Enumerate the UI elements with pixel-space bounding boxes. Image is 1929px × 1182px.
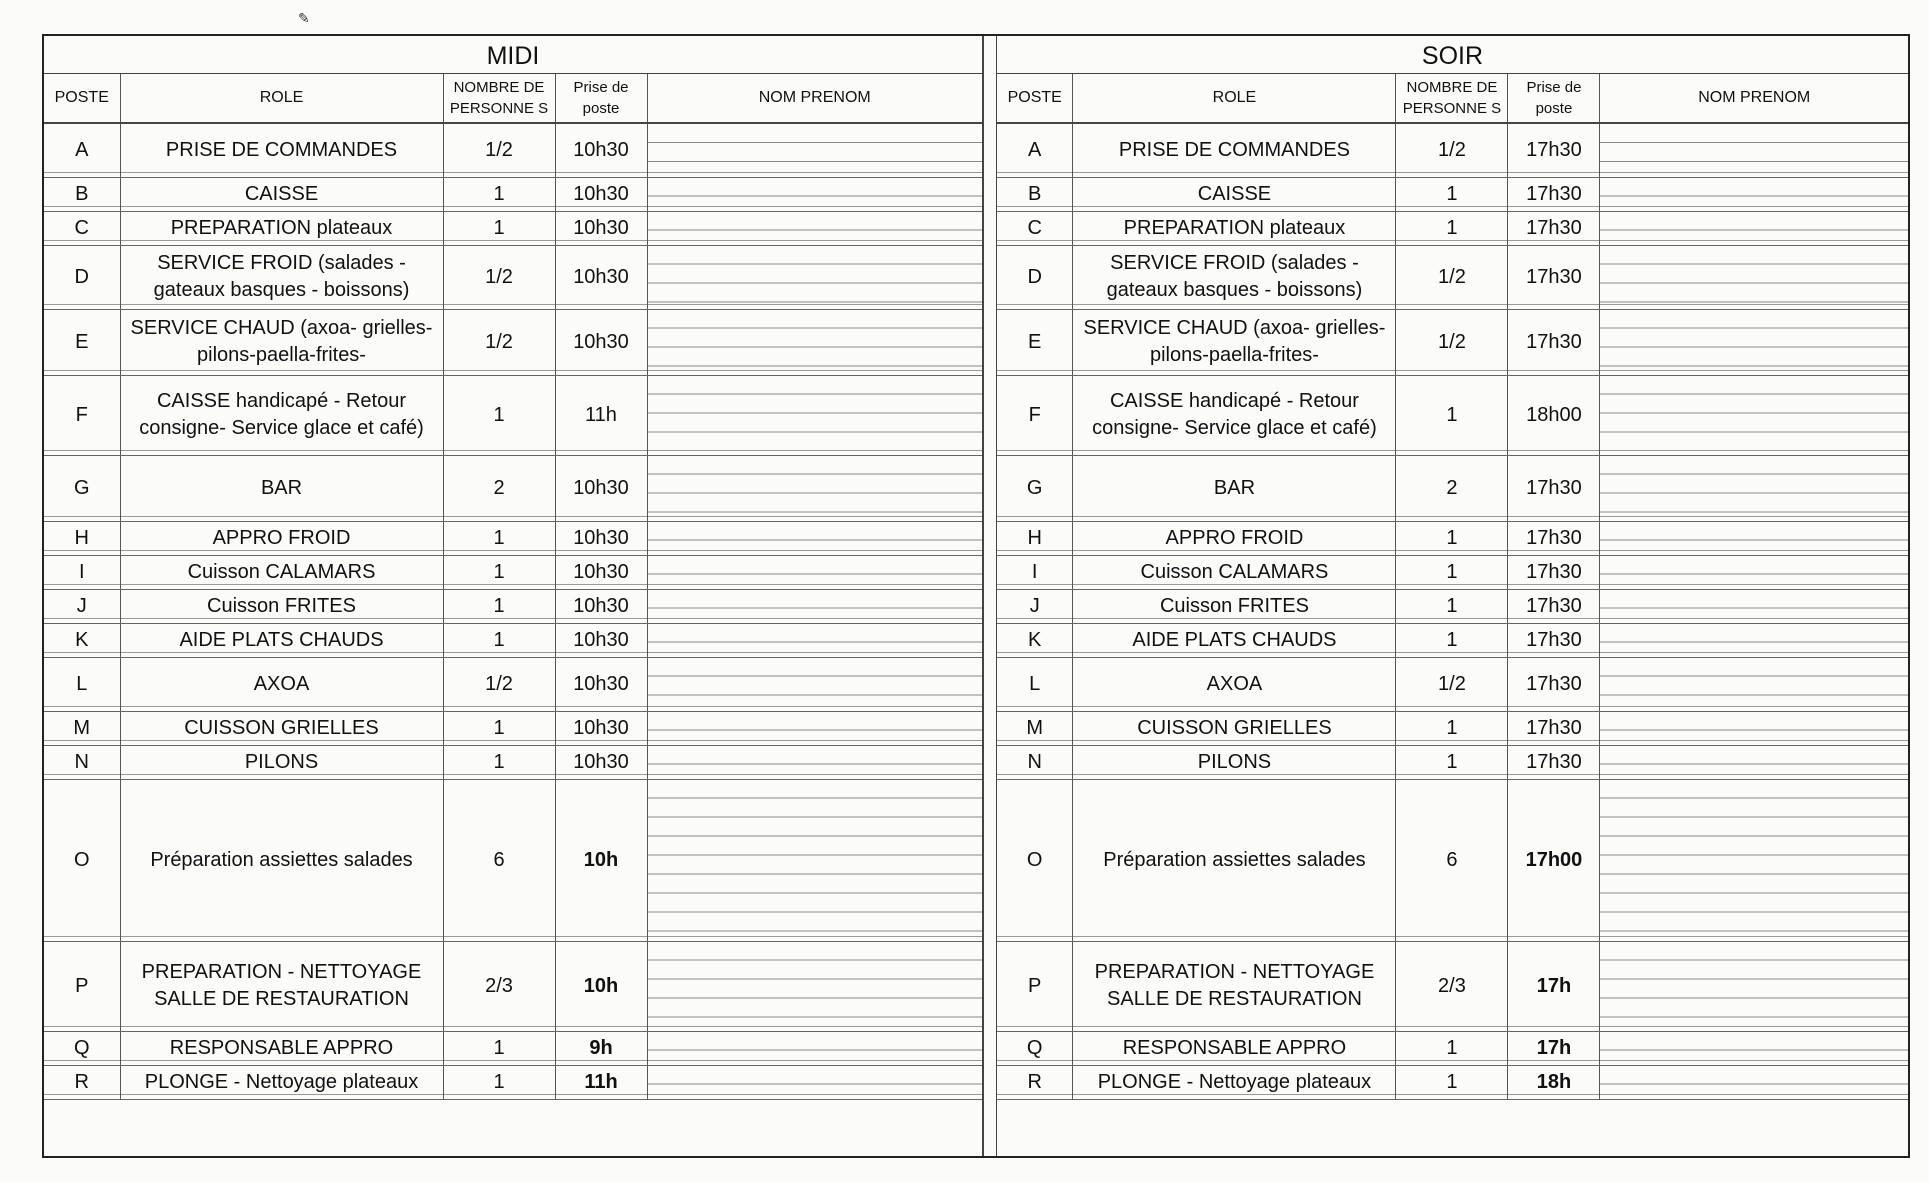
poste-cell: O — [997, 779, 1073, 941]
role-cell: CUISSON GRIELLES — [120, 711, 443, 745]
role-cell: PLONGE - Nettoyage plateaux — [120, 1065, 443, 1099]
table-row — [44, 623, 982, 657]
prise-cell: 17h30 — [1508, 177, 1600, 211]
nombre-cell: 1 — [1396, 521, 1508, 555]
poste-cell: R — [44, 1065, 120, 1099]
poste-cell: L — [44, 657, 120, 711]
nombre-cell: 1/2 — [443, 309, 555, 375]
table-row — [997, 1031, 1908, 1065]
nombre-cell: 1 — [1396, 589, 1508, 623]
table-row — [997, 657, 1908, 711]
nom-prenom-field[interactable] — [647, 521, 982, 555]
role-cell: CAISSE handicapé - Retour consigne- Service glace et café) — [120, 375, 443, 455]
poste-cell: A — [997, 123, 1073, 177]
nombre-cell: 1 — [443, 211, 555, 245]
poste-cell: P — [44, 941, 120, 1031]
nombre-cell: 1 — [1396, 623, 1508, 657]
poste-cell: O — [44, 779, 120, 941]
nombre-cell: 1 — [443, 1065, 555, 1099]
prise-cell: 9h — [555, 1031, 647, 1065]
role-cell: SERVICE CHAUD (axoa- grielles-pilons-paella-frites- — [1073, 309, 1396, 375]
table-row — [997, 309, 1908, 375]
table-row — [44, 455, 982, 521]
midi-table — [44, 74, 982, 1100]
prise-cell: 17h30 — [1508, 521, 1600, 555]
nombre-cell: 6 — [1396, 779, 1508, 941]
poste-cell: M — [44, 711, 120, 745]
role-cell: Préparation assiettes salades — [1073, 779, 1396, 941]
table-row — [44, 211, 982, 245]
table-row — [997, 941, 1908, 1031]
prise-cell: 10h30 — [555, 211, 647, 245]
poste-cell: H — [997, 521, 1073, 555]
table-row — [44, 779, 982, 941]
header-role: ROLE — [120, 74, 443, 123]
prise-cell: 10h30 — [555, 623, 647, 657]
nombre-cell: 1 — [443, 555, 555, 589]
nom-prenom-field[interactable] — [1600, 521, 1908, 555]
prise-cell: 17h — [1508, 1031, 1600, 1065]
table-row — [997, 1065, 1908, 1099]
nom-prenom-field[interactable] — [647, 375, 982, 455]
prise-cell: 17h30 — [1508, 455, 1600, 521]
role-cell: PRISE DE COMMANDES — [120, 123, 443, 177]
table-row — [44, 711, 982, 745]
nom-prenom-field[interactable] — [647, 657, 982, 711]
nom-prenom-field[interactable] — [647, 623, 982, 657]
nom-prenom-field[interactable] — [647, 177, 982, 211]
role-cell: CAISSE — [120, 177, 443, 211]
soir-table — [997, 74, 1908, 1100]
nombre-cell: 2 — [1396, 455, 1508, 521]
table-row — [997, 123, 1908, 177]
nom-prenom-field[interactable] — [647, 1065, 982, 1099]
soir-container — [997, 36, 1908, 1156]
table-row — [997, 555, 1908, 589]
role-cell: APPRO FROID — [1073, 521, 1396, 555]
nombre-cell: 1 — [443, 623, 555, 657]
nombre-cell: 1 — [1396, 711, 1508, 745]
poste-cell: F — [997, 375, 1073, 455]
role-cell: Préparation assiettes salades — [120, 779, 443, 941]
poste-cell: C — [44, 211, 120, 245]
poste-cell: F — [44, 375, 120, 455]
nom-prenom-field[interactable] — [1600, 589, 1908, 623]
role-cell: CUISSON GRIELLES — [1073, 711, 1396, 745]
poste-cell: D — [997, 245, 1073, 309]
role-cell: AIDE PLATS CHAUDS — [1073, 623, 1396, 657]
table-row — [997, 745, 1908, 779]
nombre-cell: 1 — [1396, 211, 1508, 245]
table-row — [997, 623, 1908, 657]
table-row — [997, 711, 1908, 745]
prise-cell: 10h30 — [555, 245, 647, 309]
nombre-cell: 1/2 — [1396, 123, 1508, 177]
table-row — [44, 941, 982, 1031]
poste-cell: Q — [997, 1031, 1073, 1065]
nom-prenom-field[interactable] — [647, 555, 982, 589]
table-row — [997, 245, 1908, 309]
poste-cell: M — [997, 711, 1073, 745]
nombre-cell: 1 — [443, 375, 555, 455]
table-row — [44, 177, 982, 211]
role-cell: Cuisson FRITES — [1073, 589, 1396, 623]
nom-prenom-field[interactable] — [647, 745, 982, 779]
table-row — [44, 1065, 982, 1099]
nom-prenom-field[interactable] — [1600, 211, 1908, 245]
nom-prenom-field[interactable] — [647, 123, 982, 177]
nom-prenom-field[interactable] — [1600, 623, 1908, 657]
nombre-cell: 1 — [443, 1031, 555, 1065]
prise-cell: 10h30 — [555, 309, 647, 375]
nom-prenom-field[interactable] — [647, 1031, 982, 1065]
prise-cell: 11h — [555, 1065, 647, 1099]
table-row — [44, 1031, 982, 1065]
nom-prenom-field[interactable] — [1600, 657, 1908, 711]
table-row — [997, 455, 1908, 521]
poste-cell: N — [44, 745, 120, 779]
nom-prenom-field[interactable] — [1600, 941, 1908, 1031]
nombre-cell: 1 — [1396, 375, 1508, 455]
role-cell: BAR — [120, 455, 443, 521]
poste-cell: B — [44, 177, 120, 211]
nombre-cell: 2/3 — [1396, 941, 1508, 1031]
nombre-cell: 1 — [1396, 745, 1508, 779]
nom-prenom-field[interactable] — [1600, 779, 1908, 941]
prise-cell: 17h — [1508, 941, 1600, 1031]
role-cell: AXOA — [1073, 657, 1396, 711]
poste-cell: I — [997, 555, 1073, 589]
nombre-cell: 1/2 — [443, 123, 555, 177]
poste-cell: D — [44, 245, 120, 309]
role-cell: PILONS — [1073, 745, 1396, 779]
nombre-cell: 1/2 — [443, 657, 555, 711]
table-row — [44, 521, 982, 555]
poste-cell: J — [44, 589, 120, 623]
nombre-cell: 1 — [1396, 555, 1508, 589]
table-row — [44, 589, 982, 623]
poste-cell: Q — [44, 1031, 120, 1065]
table-row — [44, 309, 982, 375]
nom-prenom-field[interactable] — [1600, 123, 1908, 177]
nombre-cell: 1 — [1396, 177, 1508, 211]
table-row — [997, 589, 1908, 623]
nom-prenom-field[interactable] — [1600, 1065, 1908, 1099]
poste-cell: N — [997, 745, 1073, 779]
soir-section — [997, 36, 1908, 1156]
prise-cell: 10h — [555, 941, 647, 1031]
header-nom-prenom: NOM PRENOM — [647, 74, 982, 123]
table-row — [44, 375, 982, 455]
header-nombre: NOMBRE DE PERSONNE S — [1396, 74, 1508, 123]
header-role: ROLE — [1073, 74, 1396, 123]
header-nom-prenom: NOM PRENOM — [1600, 74, 1908, 123]
role-cell: PREPARATION - NETTOYAGE SALLE DE RESTAURATION — [1073, 941, 1396, 1031]
role-cell: PILONS — [120, 745, 443, 779]
prise-cell: 18h00 — [1508, 375, 1600, 455]
nom-prenom-field[interactable] — [1600, 711, 1908, 745]
prise-cell: 17h30 — [1508, 309, 1600, 375]
nombre-cell: 1 — [1396, 1031, 1508, 1065]
poste-cell: P — [997, 941, 1073, 1031]
role-cell: CAISSE handicapé - Retour consigne- Service glace et café) — [1073, 375, 1396, 455]
nom-prenom-field[interactable] — [1600, 555, 1908, 589]
role-cell: Cuisson CALAMARS — [1073, 555, 1396, 589]
nombre-cell: 1/2 — [1396, 245, 1508, 309]
role-cell: Cuisson FRITES — [120, 589, 443, 623]
nom-prenom-field[interactable] — [1600, 375, 1908, 455]
table-row — [997, 177, 1908, 211]
header-poste: POSTE — [44, 74, 120, 123]
table-row — [997, 375, 1908, 455]
poste-cell: H — [44, 521, 120, 555]
nombre-cell: 2 — [443, 455, 555, 521]
poste-cell: I — [44, 555, 120, 589]
table-row — [44, 245, 982, 309]
role-cell: CAISSE — [1073, 177, 1396, 211]
prise-cell: 17h30 — [1508, 211, 1600, 245]
nom-prenom-field[interactable] — [1600, 245, 1908, 309]
nom-prenom-field[interactable] — [647, 245, 982, 309]
prise-cell: 10h30 — [555, 589, 647, 623]
role-cell: Cuisson CALAMARS — [120, 555, 443, 589]
prise-cell: 10h30 — [555, 177, 647, 211]
prise-cell: 10h30 — [555, 521, 647, 555]
poste-cell: R — [997, 1065, 1073, 1099]
poste-cell: K — [44, 623, 120, 657]
table-row — [44, 555, 982, 589]
section-title-midi: MIDI — [44, 36, 982, 74]
nom-prenom-field[interactable] — [647, 589, 982, 623]
prise-cell: 17h30 — [1508, 555, 1600, 589]
nombre-cell: 1 — [443, 521, 555, 555]
prise-cell: 17h00 — [1508, 779, 1600, 941]
nombre-cell: 1 — [1396, 1065, 1508, 1099]
nom-prenom-field[interactable] — [647, 711, 982, 745]
nom-prenom-field[interactable] — [647, 309, 982, 375]
header-nombre: NOMBRE DE PERSONNE S — [443, 74, 555, 123]
nombre-cell: 6 — [443, 779, 555, 941]
nom-prenom-field[interactable] — [1600, 177, 1908, 211]
poste-cell: E — [997, 309, 1073, 375]
nombre-cell: 1 — [443, 177, 555, 211]
nom-prenom-field[interactable] — [1600, 745, 1908, 779]
role-cell: PRISE DE COMMANDES — [1073, 123, 1396, 177]
role-cell: APPRO FROID — [120, 521, 443, 555]
poste-cell: E — [44, 309, 120, 375]
prise-cell: 17h30 — [1508, 245, 1600, 309]
poste-cell: K — [997, 623, 1073, 657]
poste-cell: L — [997, 657, 1073, 711]
poste-cell: B — [997, 177, 1073, 211]
poste-cell: A — [44, 123, 120, 177]
prise-cell: 10h30 — [555, 711, 647, 745]
role-cell: PREPARATION plateaux — [120, 211, 443, 245]
prise-cell: 17h30 — [1508, 623, 1600, 657]
schedule-sheet — [42, 34, 1910, 1158]
role-cell: SERVICE FROID (salades - gateaux basques - boissons) — [1073, 245, 1396, 309]
nom-prenom-field[interactable] — [1600, 309, 1908, 375]
role-cell: BAR — [1073, 455, 1396, 521]
nom-prenom-field[interactable] — [1600, 455, 1908, 521]
role-cell: SERVICE FROID (salades - gateaux basques - boissons) — [120, 245, 443, 309]
role-cell: AXOA — [120, 657, 443, 711]
section-title-soir: SOIR — [997, 36, 1908, 74]
header-poste: POSTE — [997, 74, 1073, 123]
midi-container — [44, 36, 982, 1156]
nombre-cell: 1 — [443, 589, 555, 623]
nombre-cell: 1/2 — [1396, 657, 1508, 711]
poste-cell: G — [997, 455, 1073, 521]
header-prise: Prise de poste — [555, 74, 647, 123]
role-cell: PREPARATION plateaux — [1073, 211, 1396, 245]
prise-cell: 17h30 — [1508, 745, 1600, 779]
prise-cell: 17h30 — [1508, 657, 1600, 711]
nom-prenom-field[interactable] — [647, 455, 982, 521]
poste-cell: J — [997, 589, 1073, 623]
scan-mark: ✎ — [298, 10, 310, 26]
nombre-cell: 1/2 — [1396, 309, 1508, 375]
prise-cell: 11h — [555, 375, 647, 455]
poste-cell: C — [997, 211, 1073, 245]
prise-cell: 17h30 — [1508, 123, 1600, 177]
nom-prenom-field[interactable] — [647, 211, 982, 245]
prise-cell: 17h30 — [1508, 589, 1600, 623]
section-divider — [983, 36, 997, 1156]
nom-prenom-field[interactable] — [647, 779, 982, 941]
nom-prenom-field[interactable] — [1600, 1031, 1908, 1065]
table-row — [44, 657, 982, 711]
role-cell: RESPONSABLE APPRO — [1073, 1031, 1396, 1065]
nombre-cell: 1/2 — [443, 245, 555, 309]
prise-cell: 10h — [555, 779, 647, 941]
role-cell: PLONGE - Nettoyage plateaux — [1073, 1065, 1396, 1099]
prise-cell: 10h30 — [555, 745, 647, 779]
role-cell: SERVICE CHAUD (axoa- grielles-pilons-paella-frites- — [120, 309, 443, 375]
prise-cell: 10h30 — [555, 455, 647, 521]
table-row — [997, 779, 1908, 941]
nom-prenom-field[interactable] — [647, 941, 982, 1031]
table-row — [44, 123, 982, 177]
table-row — [997, 521, 1908, 555]
nombre-cell: 2/3 — [443, 941, 555, 1031]
nombre-cell: 1 — [443, 711, 555, 745]
table-row — [44, 745, 982, 779]
header-prise: Prise de poste — [1508, 74, 1600, 123]
prise-cell: 10h30 — [555, 657, 647, 711]
poste-cell: G — [44, 455, 120, 521]
nombre-cell: 1 — [443, 745, 555, 779]
table-row — [997, 211, 1908, 245]
role-cell: PREPARATION - NETTOYAGE SALLE DE RESTAURATION — [120, 941, 443, 1031]
midi-section — [44, 36, 983, 1156]
prise-cell: 18h — [1508, 1065, 1600, 1099]
prise-cell: 10h30 — [555, 123, 647, 177]
role-cell: AIDE PLATS CHAUDS — [120, 623, 443, 657]
prise-cell: 10h30 — [555, 555, 647, 589]
role-cell: RESPONSABLE APPRO — [120, 1031, 443, 1065]
prise-cell: 17h30 — [1508, 711, 1600, 745]
